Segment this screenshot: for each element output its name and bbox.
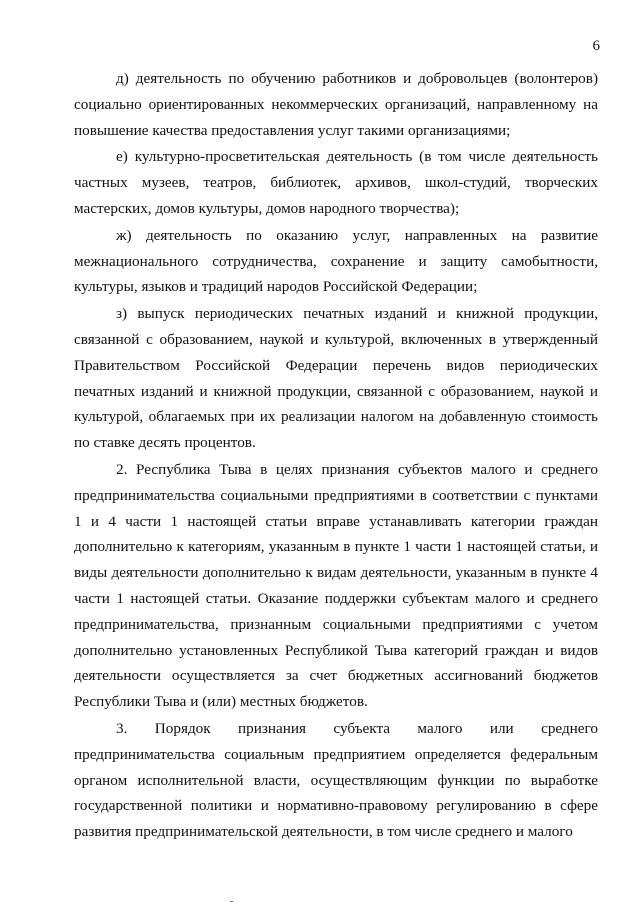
paragraph-e: е) культурно-просветительская деятельность (в том числе деятельность частных музеев, театров, библиотек, архивов, школ-студий, творческих мастерских, домов культуры, домов народного творчества); — [74, 148, 598, 217]
footer-mark: - — [230, 896, 234, 907]
paragraph-2: 2. Республика Тыва в целях признания субъектов малого и среднего предпринимательства социальными предприятиями в соответствии с пунктами 1 и 4 части 1 настоящей статьи вправе устанавливать категории граждан дополнительно к категориям, указанным в пункте 1 части 1 настоящей статьи, и виды деятельности дополнительно к видам деятельности, указанным в пункте 4 части 1 настоящей статьи. Оказание поддержки субъектам малого и среднего предпринимательства, признанным социальными предприятиями с учетом дополнительно установленных Республикой Тыва категорий граждан и видов деятельности осуществляется за счет бюджетных ассигнований бюджетов Республики Тыва и (или) местных бюджетов. — [74, 460, 598, 711]
paragraph-z: з) выпуск периодических печатных изданий и книжной продукции, связанной с образованием, наукой и культурой, включенных в утвержденный Правительством Российской Федерации перечень видов периодических печатных изданий и книжной продукции, связанной с образованием, наукой и культурой, облагаемых при их реализации налогом на добавленную стоимость по ставке десять процентов. — [74, 305, 598, 452]
page-number: 6 — [592, 38, 600, 54]
document-body — [74, 66, 598, 846]
paragraph-zh: ж) деятельность по оказанию услуг, направленных на развитие межнационального сотрудничества, сохранение и защиту самобытности, культуры, языков и традиций народов Российской Федерации; — [74, 226, 598, 296]
paragraph-3: 3. Порядок признания субъекта малого или среднего предпринимательства социальным предприятием определяется федеральным органом исполнительной власти, осуществляющим функции по выработке государственной политики и нормативно-правовому регулированию в сфере развития предпринимательской деятельности, в том числе среднего и малого — [74, 719, 598, 841]
paragraph-d: д) деятельность по обучению работников и добровольцев (волонтеров) социально ориентированных некоммерческих организаций, направленному на повышение качества предоставления услуг такими организациями; — [74, 70, 598, 139]
